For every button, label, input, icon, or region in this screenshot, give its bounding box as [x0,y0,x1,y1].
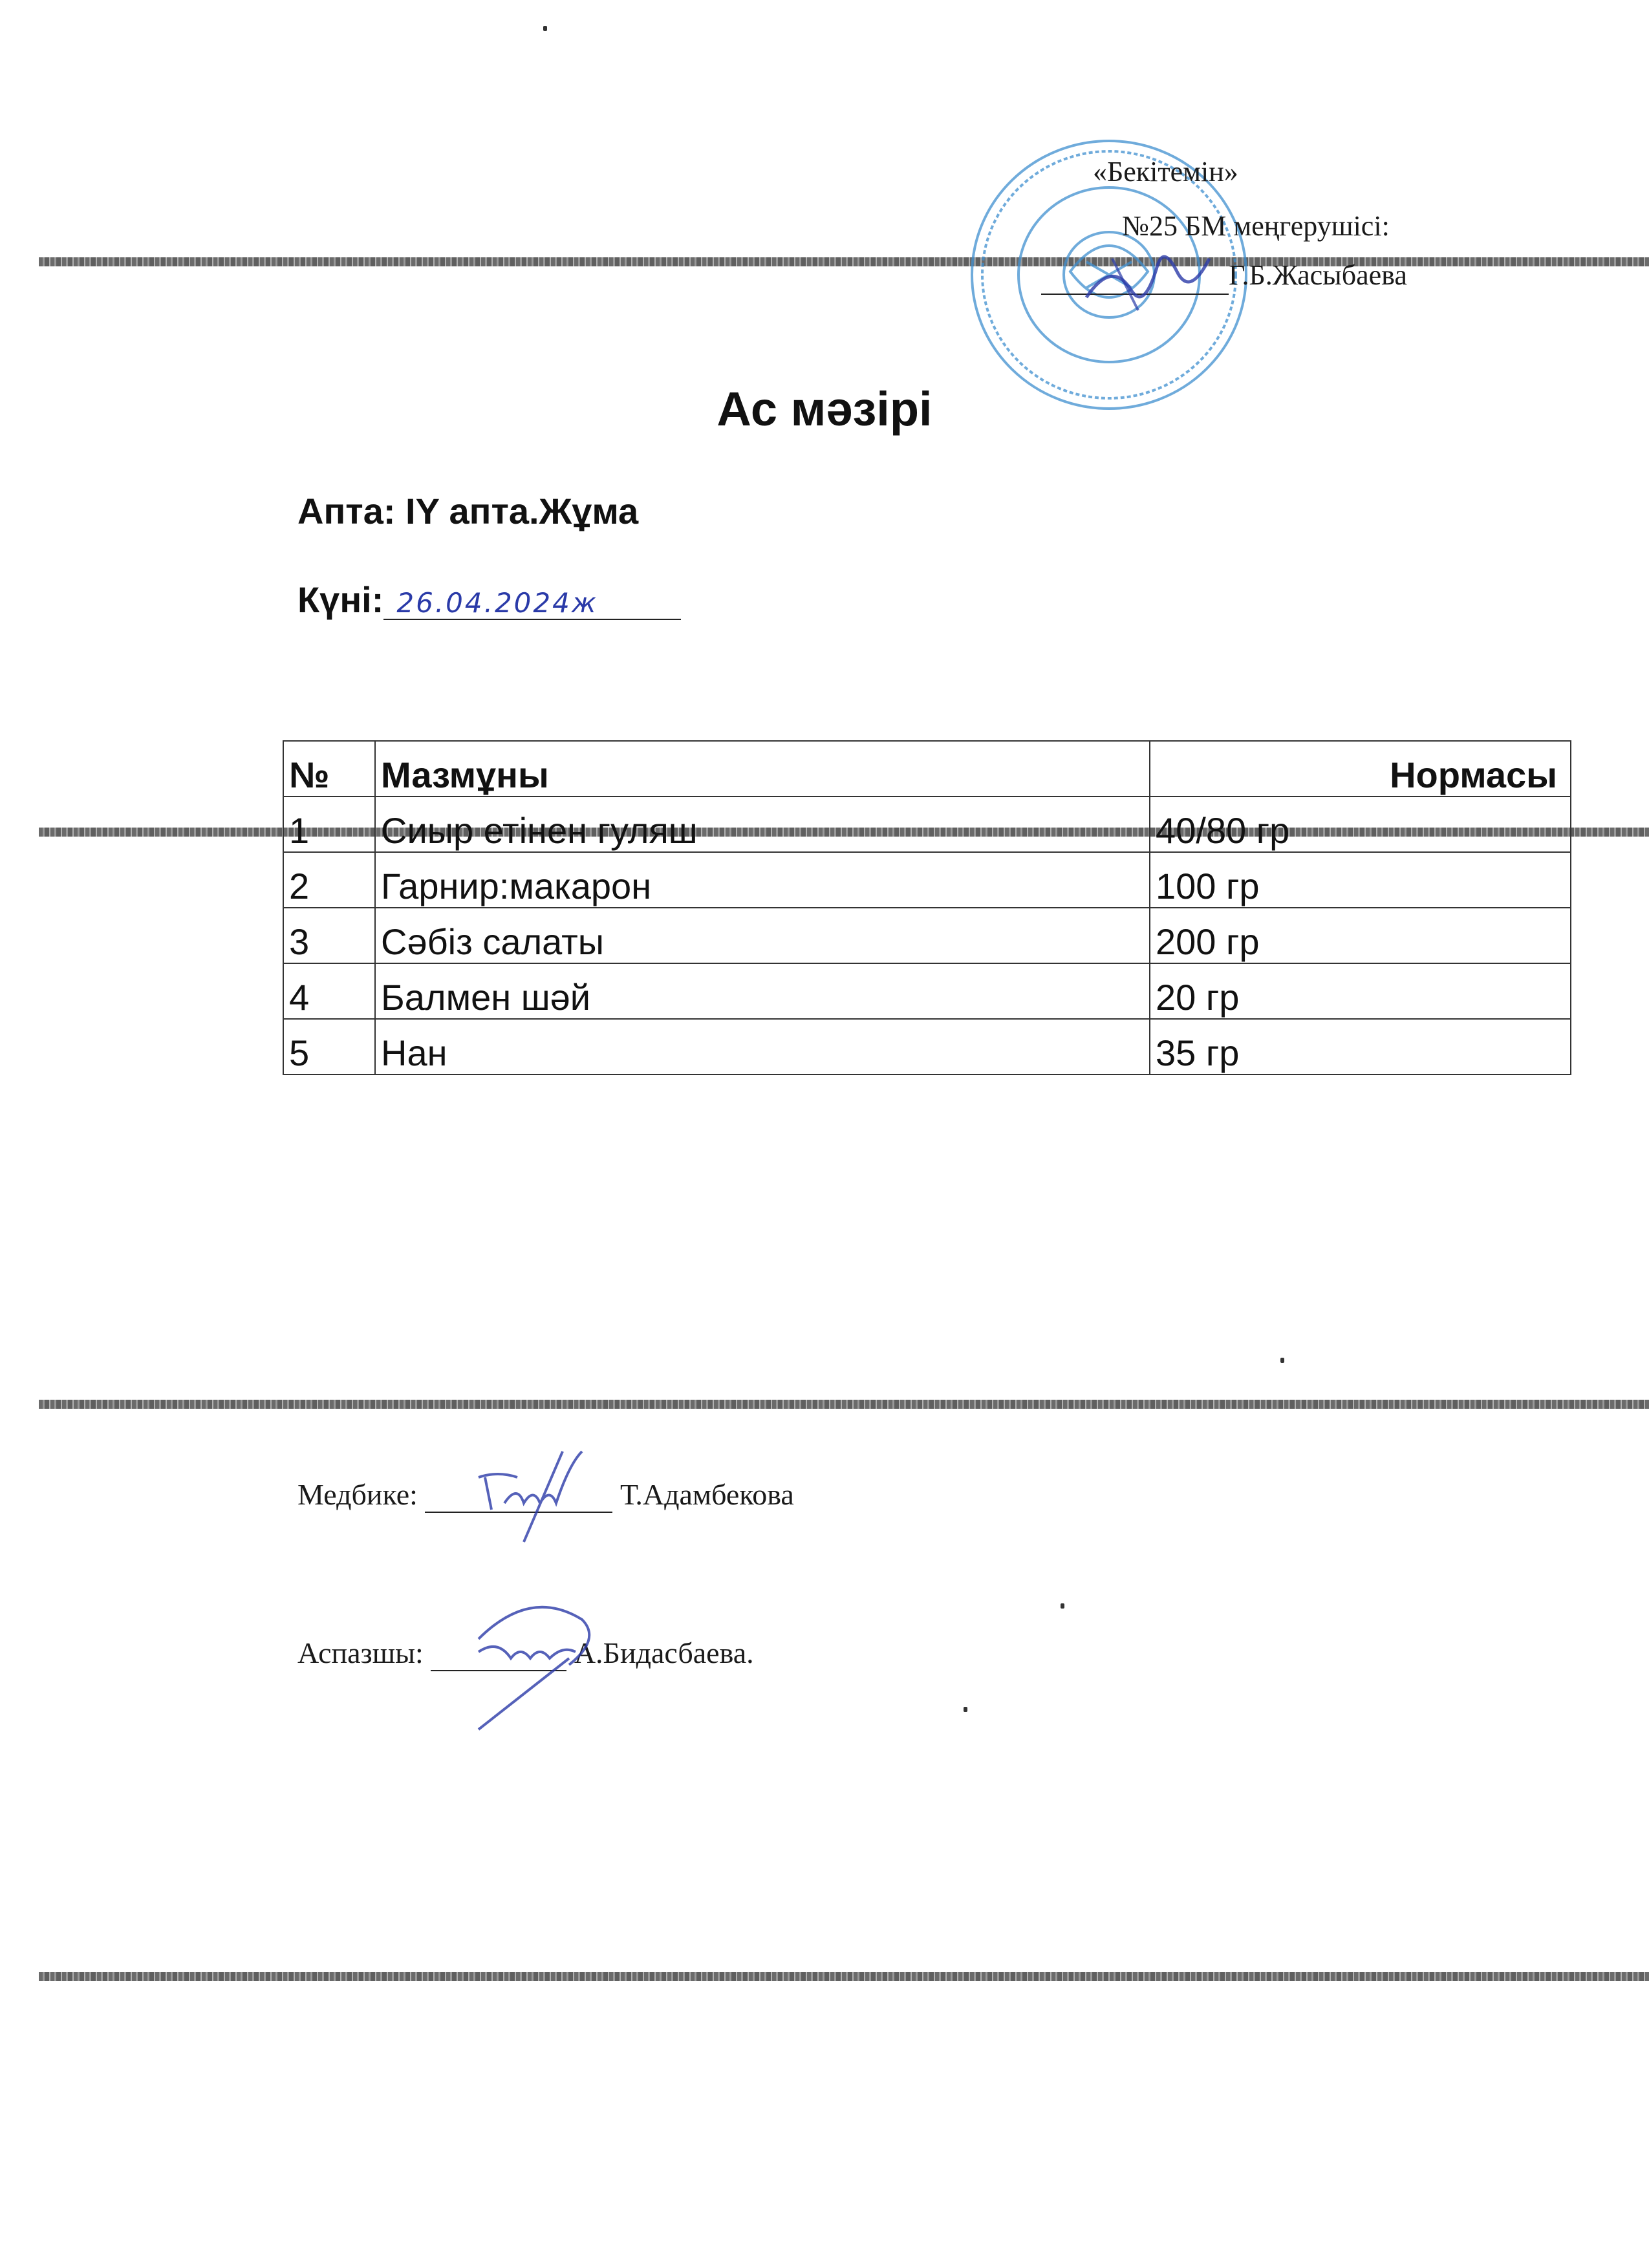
week-label: Апта: IY апта.Жұма [297,491,639,531]
cook-label: Аспазшы: [297,1636,424,1669]
row-name: Нан [375,1019,1150,1075]
page-title: Ас мәзірі [717,382,932,436]
row-norm: 100 гр [1150,852,1571,908]
approval-position: №25 БМ меңгерушісі: [1122,210,1390,242]
row-name: Сәбіз салаты [375,908,1150,963]
table-row [283,963,1571,1019]
row-name: Балмен шәй [375,963,1150,1019]
table-row [283,797,1571,852]
date-label: Күні: [297,579,384,620]
row-norm: 35 гр [1150,1019,1571,1075]
header-number: № [283,741,375,797]
scan-speck [1061,1603,1064,1609]
scan-speck [1280,1358,1284,1363]
scan-artifact-line [39,1400,1649,1409]
table-row [283,1019,1571,1075]
scan-speck [543,26,547,31]
scan-artifact-line [39,1972,1649,1981]
nurse-signature [466,1445,608,1548]
menu-table [283,740,1571,1075]
table-header-row [283,741,1571,797]
row-number: 4 [283,963,375,1019]
row-name: Сиыр етінен гуляш [375,797,1150,852]
nurse-label: Медбике: [297,1478,418,1511]
date-value: 26.04.2024ж [383,587,681,620]
row-norm: 200 гр [1150,908,1571,963]
scan-artifact-line [39,257,1649,266]
row-name: Гарнир:макарон [375,852,1150,908]
row-number: 1 [283,797,375,852]
row-number: 2 [283,852,375,908]
row-number: 3 [283,908,375,963]
header-norm: Нормасы [1150,741,1571,797]
approval-title: «Бекітемін» [1093,156,1238,187]
cook-name: А.Бидасбаева. [574,1636,754,1669]
approval-name: Г.Б.Жасыбаева [1229,259,1407,291]
nurse-name: Т.Адамбекова [620,1478,794,1511]
table-row [283,908,1571,963]
head-signature [1073,233,1242,323]
row-norm: 20 гр [1150,963,1571,1019]
row-norm: 40/80 гр [1150,797,1571,852]
table-row [283,852,1571,908]
header-content: Мазмұны [375,741,1150,797]
date-row [297,579,681,621]
scan-speck [964,1707,967,1712]
cook-signature [453,1581,621,1736]
row-number: 5 [283,1019,375,1075]
